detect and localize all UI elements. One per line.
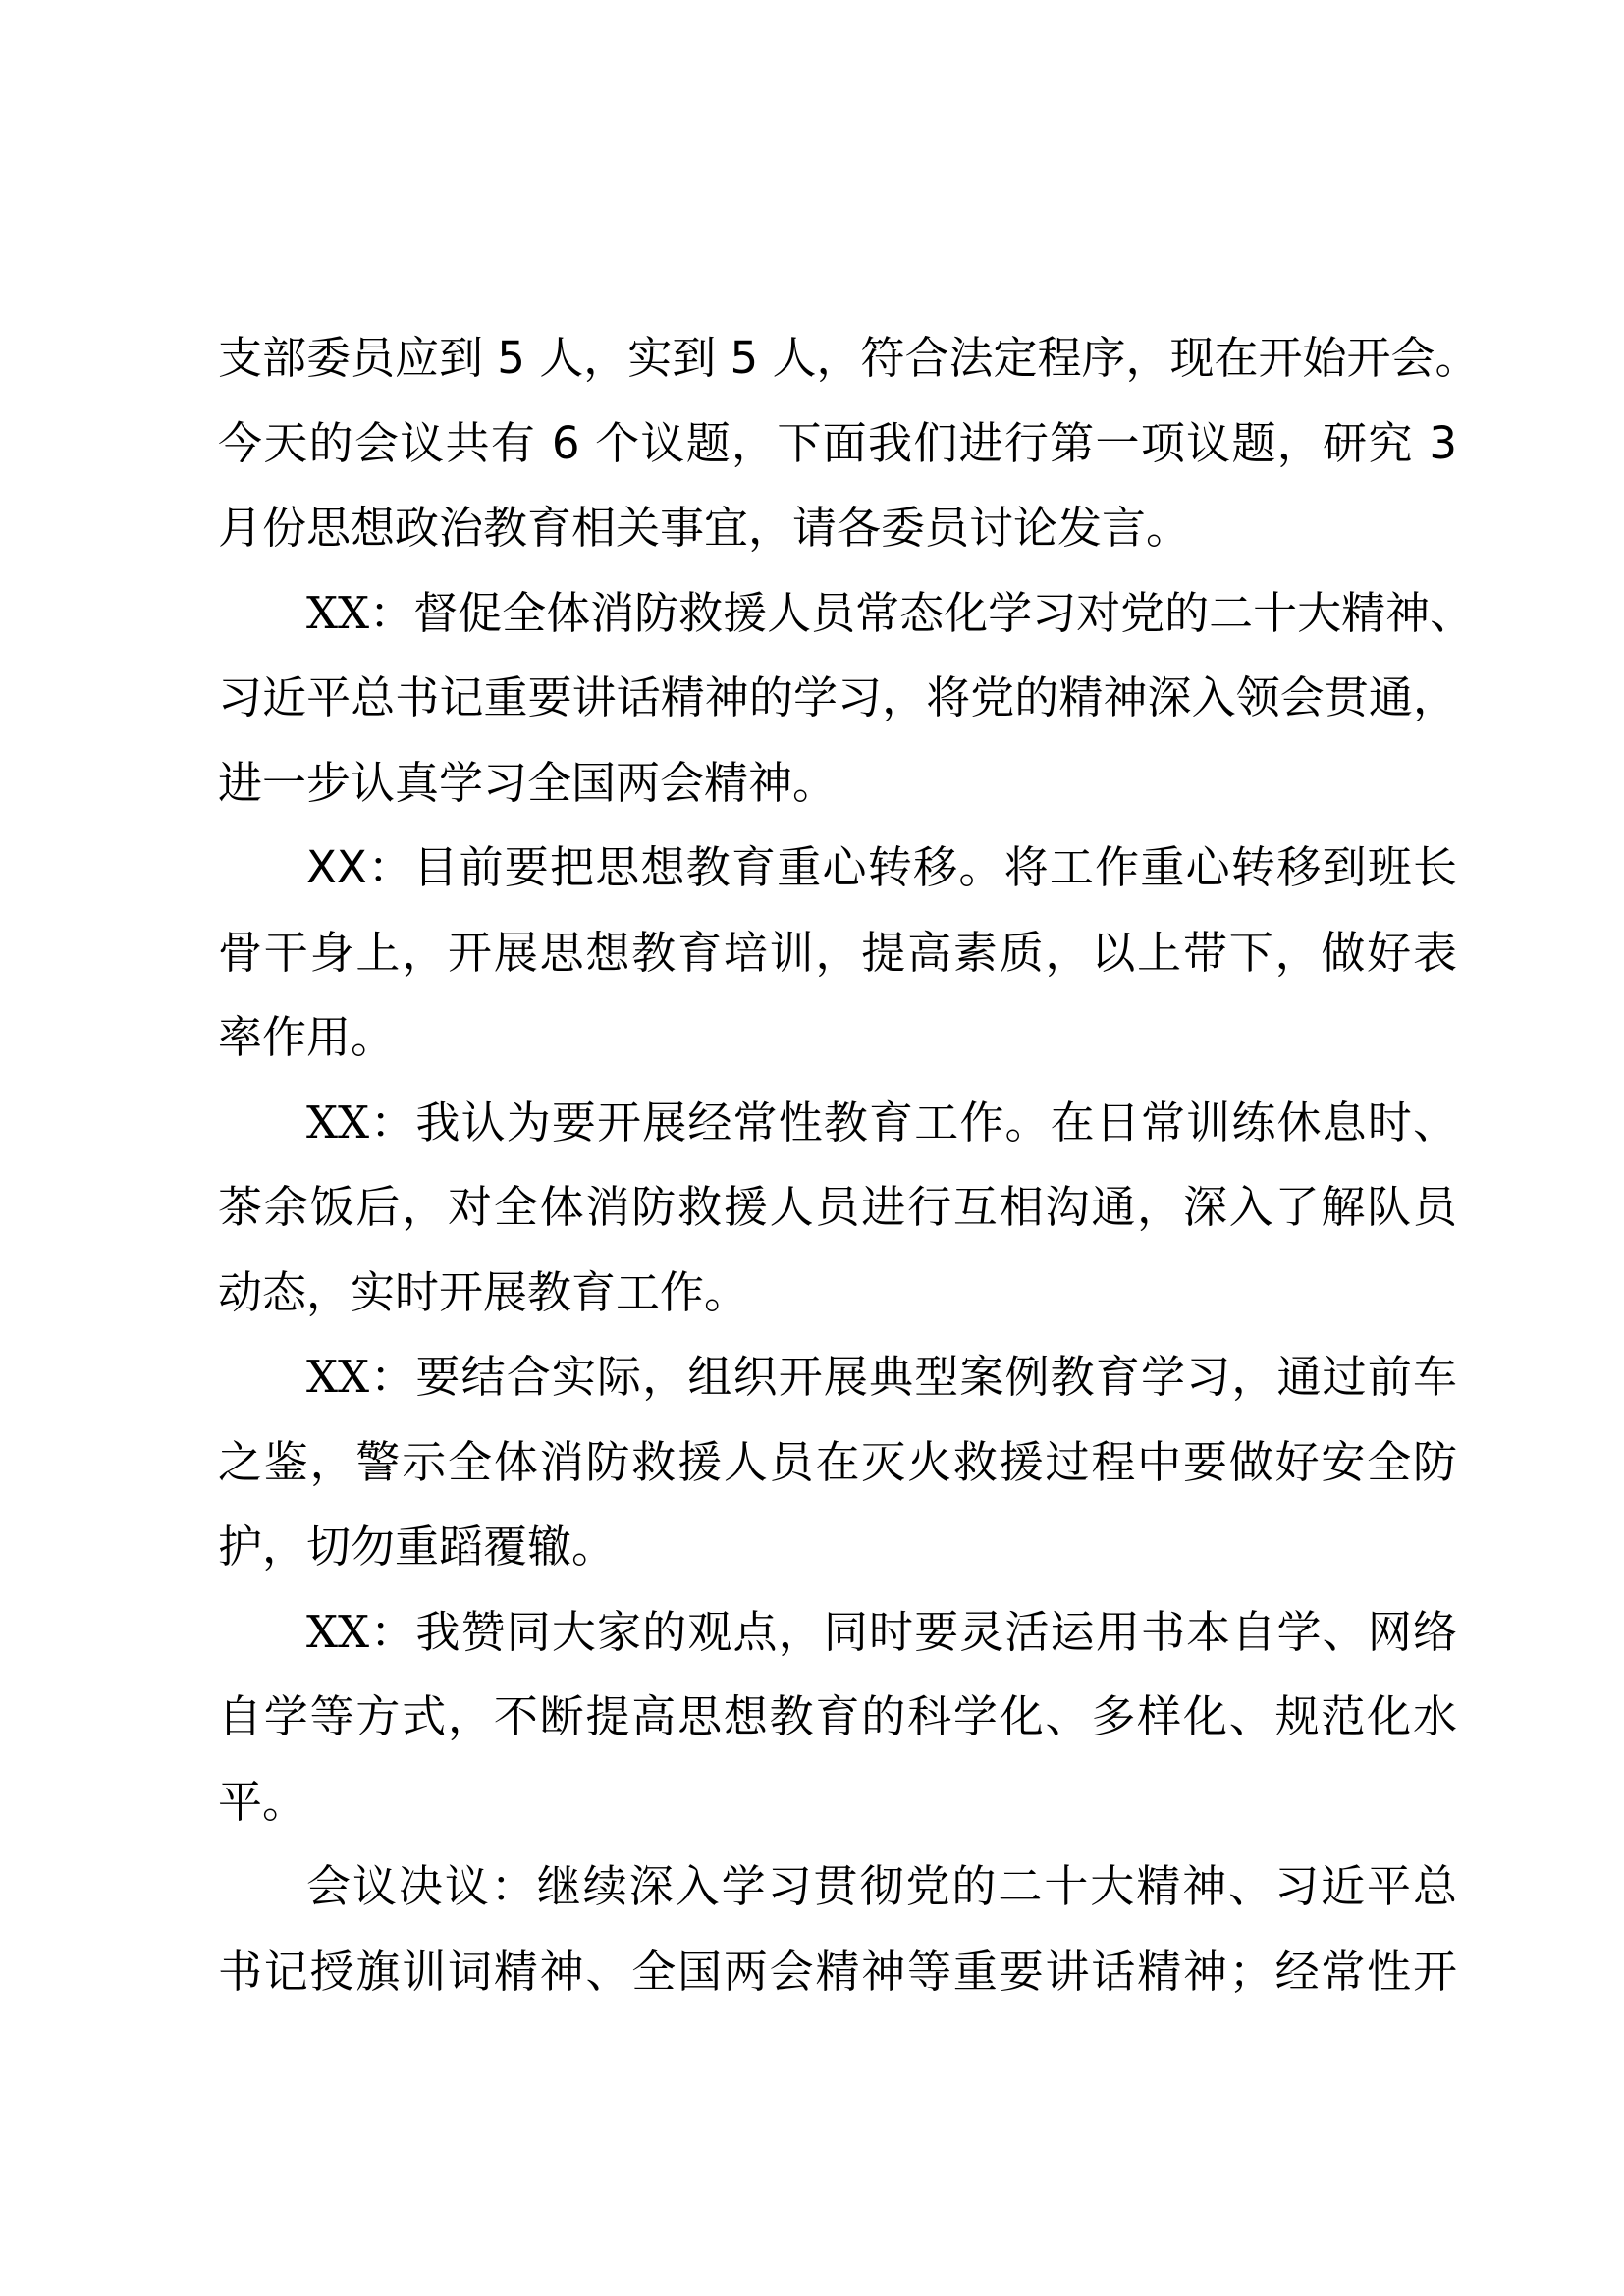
paragraph-speaker-1 (218, 571, 1475, 827)
paragraph-resolution (218, 1844, 1457, 2014)
text-line: 进一步认真学习全国两会精神。 (218, 756, 838, 809)
text-line (218, 1590, 1457, 1676)
text-line: 习近平总书记重要讲话精神的学习，将党的精神深入领会贯通， (218, 671, 1457, 723)
speaker-name: XX (306, 586, 370, 639)
text-line: 自学等方式，不断提高思想教育的科学化、多样化、规范化水 (218, 1690, 1457, 1742)
text-line: 支部委员应到 5 人，实到 5 人，符合法定程序，现在开始开会。 (218, 332, 1480, 384)
speech-text: ：我赞同大家的观点，同时要灵活运用书本自学、网络 (369, 1605, 1457, 1658)
text-line: 骨干身上，开展思想教育培训，提高素质，以上带下，做好表 (218, 926, 1457, 979)
text-line (218, 1335, 1457, 1420)
speech-text: ：督促全体消防救援人员常态化学习对党的二十大精神、 (369, 586, 1475, 639)
paragraph-opening (218, 316, 1480, 571)
speaker-name: XX (306, 1351, 370, 1403)
text-line (218, 1081, 1457, 1166)
paragraph-speaker-2 (218, 826, 1457, 1081)
text-line: 平。 (218, 1775, 307, 1828)
text-line: 之鉴，警示全体消防救援人员在灭火救援过程中要做好安全防 (218, 1435, 1457, 1488)
text-line: 护，切勿重蹈覆辙。 (218, 1521, 617, 1573)
speech-text: ：要结合实际，组织开展典型案例教育学习，通过前车 (369, 1351, 1457, 1403)
text-line: 今天的会议共有 6 个议题，下面我们进行第一项议题，研究 3 (218, 416, 1457, 469)
text-line: 书记授旗训词精神、全国两会精神等重要讲话精神；经常性开 (218, 1945, 1457, 1998)
text-line: 会议决议：继续深入学习贯彻党的二十大精神、习近平总 (306, 1860, 1457, 1912)
speaker-name: XX (306, 1605, 370, 1658)
text-line (218, 826, 1457, 911)
paragraph-speaker-3 (218, 1081, 1457, 1336)
text-line: 月份思想政治教育相关事宜，请各委员讨论发言。 (218, 502, 1191, 554)
speech-text: ：目前要把思想教育重心转移。将工作重心转移到班长 (366, 841, 1457, 893)
document-page (218, 316, 1480, 2014)
speaker-name: XX (306, 841, 367, 893)
text-line: 动态，实时开展教育工作。 (218, 1265, 749, 1318)
text-line (218, 571, 1475, 657)
text-line: 率作用。 (218, 1011, 396, 1063)
text-line: 茶余饭后，对全体消防救援人员进行互相沟通，深入了解队员 (218, 1181, 1457, 1233)
paragraph-speaker-4 (218, 1335, 1457, 1590)
paragraph-speaker-5 (218, 1590, 1457, 1845)
speech-text: ：我认为要开展经常性教育工作。在日常训练休息时、 (369, 1095, 1457, 1148)
speaker-name: XX (306, 1095, 370, 1148)
